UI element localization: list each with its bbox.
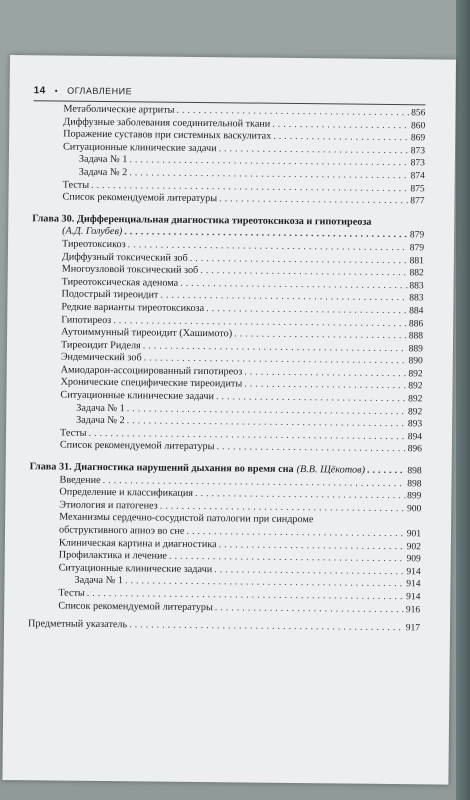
toc-entry-page: 892 (408, 369, 423, 380)
toc-entry-page: 883 (409, 280, 424, 292)
toc-entry-page: 875 (410, 183, 425, 194)
leader-dots (216, 442, 405, 457)
leader-dots (367, 465, 406, 478)
leader-dots (215, 602, 404, 617)
toc-entry-title: Подострый тиреоидит (61, 288, 159, 301)
subject-index-page: 917 (405, 623, 421, 634)
toc-entry-title: Список рекомендуемой литературы (58, 600, 213, 613)
toc-entry-page: 860 (410, 120, 426, 131)
toc-entry-line: обструктивного апноэ во сне (58, 524, 185, 537)
leader-dots (129, 619, 404, 634)
toc-entry-title: Профилактика и лечение (58, 549, 168, 562)
toc-entry-title: Список рекомендуемой литературы (62, 191, 218, 205)
toc-entry-page: 902 (406, 541, 421, 552)
toc-entry-title: Клиническая картина и диагностика (58, 537, 217, 550)
toc-entry-title: Аутоиммунный тиреоидит (Хашимото) (61, 326, 233, 340)
toc-entry-title: Этиология и патогенез (59, 499, 158, 512)
toc-entry-title: Ситуационные клинические задачи (60, 389, 215, 403)
toc-entry-page: 883 (409, 293, 424, 304)
toc-entry-title: Ситуационные клинические задачи (62, 141, 217, 154)
toc-entry-page: 893 (407, 419, 423, 430)
toc-entry-title: Многоузловой токсический зоб (61, 263, 199, 277)
toc-entry-page: 889 (408, 343, 423, 355)
chapter-30-page: 879 (409, 230, 425, 241)
toc-entry-page: 892 (408, 394, 423, 405)
toc-entry-page: 890 (408, 356, 423, 367)
running-title: ОГЛАВЛЕНИЕ (67, 85, 133, 97)
toc-entry-title: Диффузные заболевания соединительной ткани (63, 116, 271, 130)
toc-entry-page: 914 (406, 566, 421, 578)
toc-entry-page: 899 (407, 491, 422, 502)
toc-entry-title: Задача № 2 (78, 166, 128, 179)
toc-entry-title: Диффузный токсический зоб (61, 251, 188, 264)
toc-entry-page: 916 (405, 604, 421, 615)
toc-entry-page: 892 (408, 381, 423, 392)
toc-entry-page: 874 (410, 171, 425, 182)
running-header (34, 85, 426, 100)
toc-entry-title: Тиреоидит Риделя (60, 339, 141, 352)
toc-entry-page: 879 (409, 243, 425, 254)
toc-entry-title: Задача № 1 (76, 402, 125, 414)
toc-entry-title: Список рекомендуемой литературы (59, 439, 215, 453)
toc-entry-page: 856 (411, 108, 426, 119)
section-top (32, 103, 425, 208)
chapter-31-title: Глава 31. Диагностика нарушений дыхания во время сна (29, 461, 294, 476)
page-number: 14 (33, 85, 46, 97)
subject-index-title: Предметный указатель (27, 618, 128, 631)
toc-entry (32, 191, 424, 208)
toc-entry-page: 881 (409, 255, 424, 266)
toc-entry-page: 898 (407, 478, 422, 489)
toc-entry (28, 600, 420, 617)
chapter-31-page: 898 (407, 466, 422, 477)
toc-entry-title: Тесты (59, 427, 87, 439)
toc-entry-page: 888 (408, 331, 424, 342)
toc-entry-title: Введение (59, 474, 101, 486)
toc-entry-title: Задача № 2 (76, 414, 125, 427)
toc-entry-page: 896 (407, 444, 422, 455)
toc-entry-title: Тиреотоксикоз (61, 238, 126, 251)
toc-entry-title: Эндемический зоб (60, 351, 142, 364)
toc-entry-page: 873 (410, 145, 426, 157)
toc-entry-page: 909 (406, 554, 421, 565)
toc-entry-page: 886 (408, 318, 424, 329)
toc-entry-title: Поражение суставов при системных васкулитах (63, 128, 272, 142)
toc-entry-title: Определение и классификация (59, 486, 194, 500)
chapter-31-entries (29, 474, 421, 516)
toc-entry-title: Тесты (58, 587, 85, 599)
table-of-contents (28, 103, 426, 635)
chapter-30-title: Глава 30. Дифференциальная диагностика тиреотоксикоза и гипотиреоза (32, 212, 372, 228)
toc-entry-page: 869 (410, 133, 426, 144)
toc-entry-title: Метаболические артриты (63, 103, 175, 116)
toc-entry-page: 884 (409, 306, 424, 317)
toc-entry-page: 900 (406, 503, 422, 515)
toc-entry-page: 914 (406, 592, 421, 603)
chapter-31-entries-continued (28, 537, 421, 617)
toc-entry-title: Задача № 1 (74, 575, 124, 587)
chapter-31-author: (В.В. Щёкотов) (296, 464, 366, 476)
toc-entry-title: Хронические специфические тиреоидиты (60, 377, 243, 390)
toc-entry-page: 892 (407, 406, 423, 417)
toc-entry-page: 873 (410, 158, 425, 169)
toc-entry-title: Тиреотоксическая аденома (61, 276, 179, 289)
toc-entry-page: 901 (406, 529, 422, 540)
leader-dots (219, 193, 408, 208)
chapter-30-entries (30, 238, 424, 456)
toc-entry (30, 440, 422, 457)
toc-entry-title: Гипотиреоз (61, 314, 112, 326)
book-page (2, 55, 456, 785)
toc-entry-title: Амиодарон-ассоциированный гипотиреоз (60, 364, 243, 378)
toc-entry-title: Задача № 1 (78, 154, 128, 166)
toc-entry-page: 894 (407, 432, 423, 443)
bullet-separator: • (54, 86, 59, 96)
subject-index-entry (28, 618, 420, 635)
chapter-30-author: (А.Д. Голубев) (62, 225, 123, 238)
toc-entry-page: 914 (406, 579, 421, 590)
toc-entry-page: 882 (409, 268, 424, 279)
toc-entry-title: Редкие варианты тиреотоксикоза (61, 301, 205, 314)
toc-entry-title: Тесты (62, 179, 90, 191)
book-spine (456, 0, 470, 800)
toc-entry-page: 877 (410, 196, 425, 207)
toc-entry-line: Механизмы сердечно-сосудистой патологии при синдроме (59, 511, 314, 526)
toc-entry-title: Ситуационные клинические задачи (58, 562, 213, 575)
